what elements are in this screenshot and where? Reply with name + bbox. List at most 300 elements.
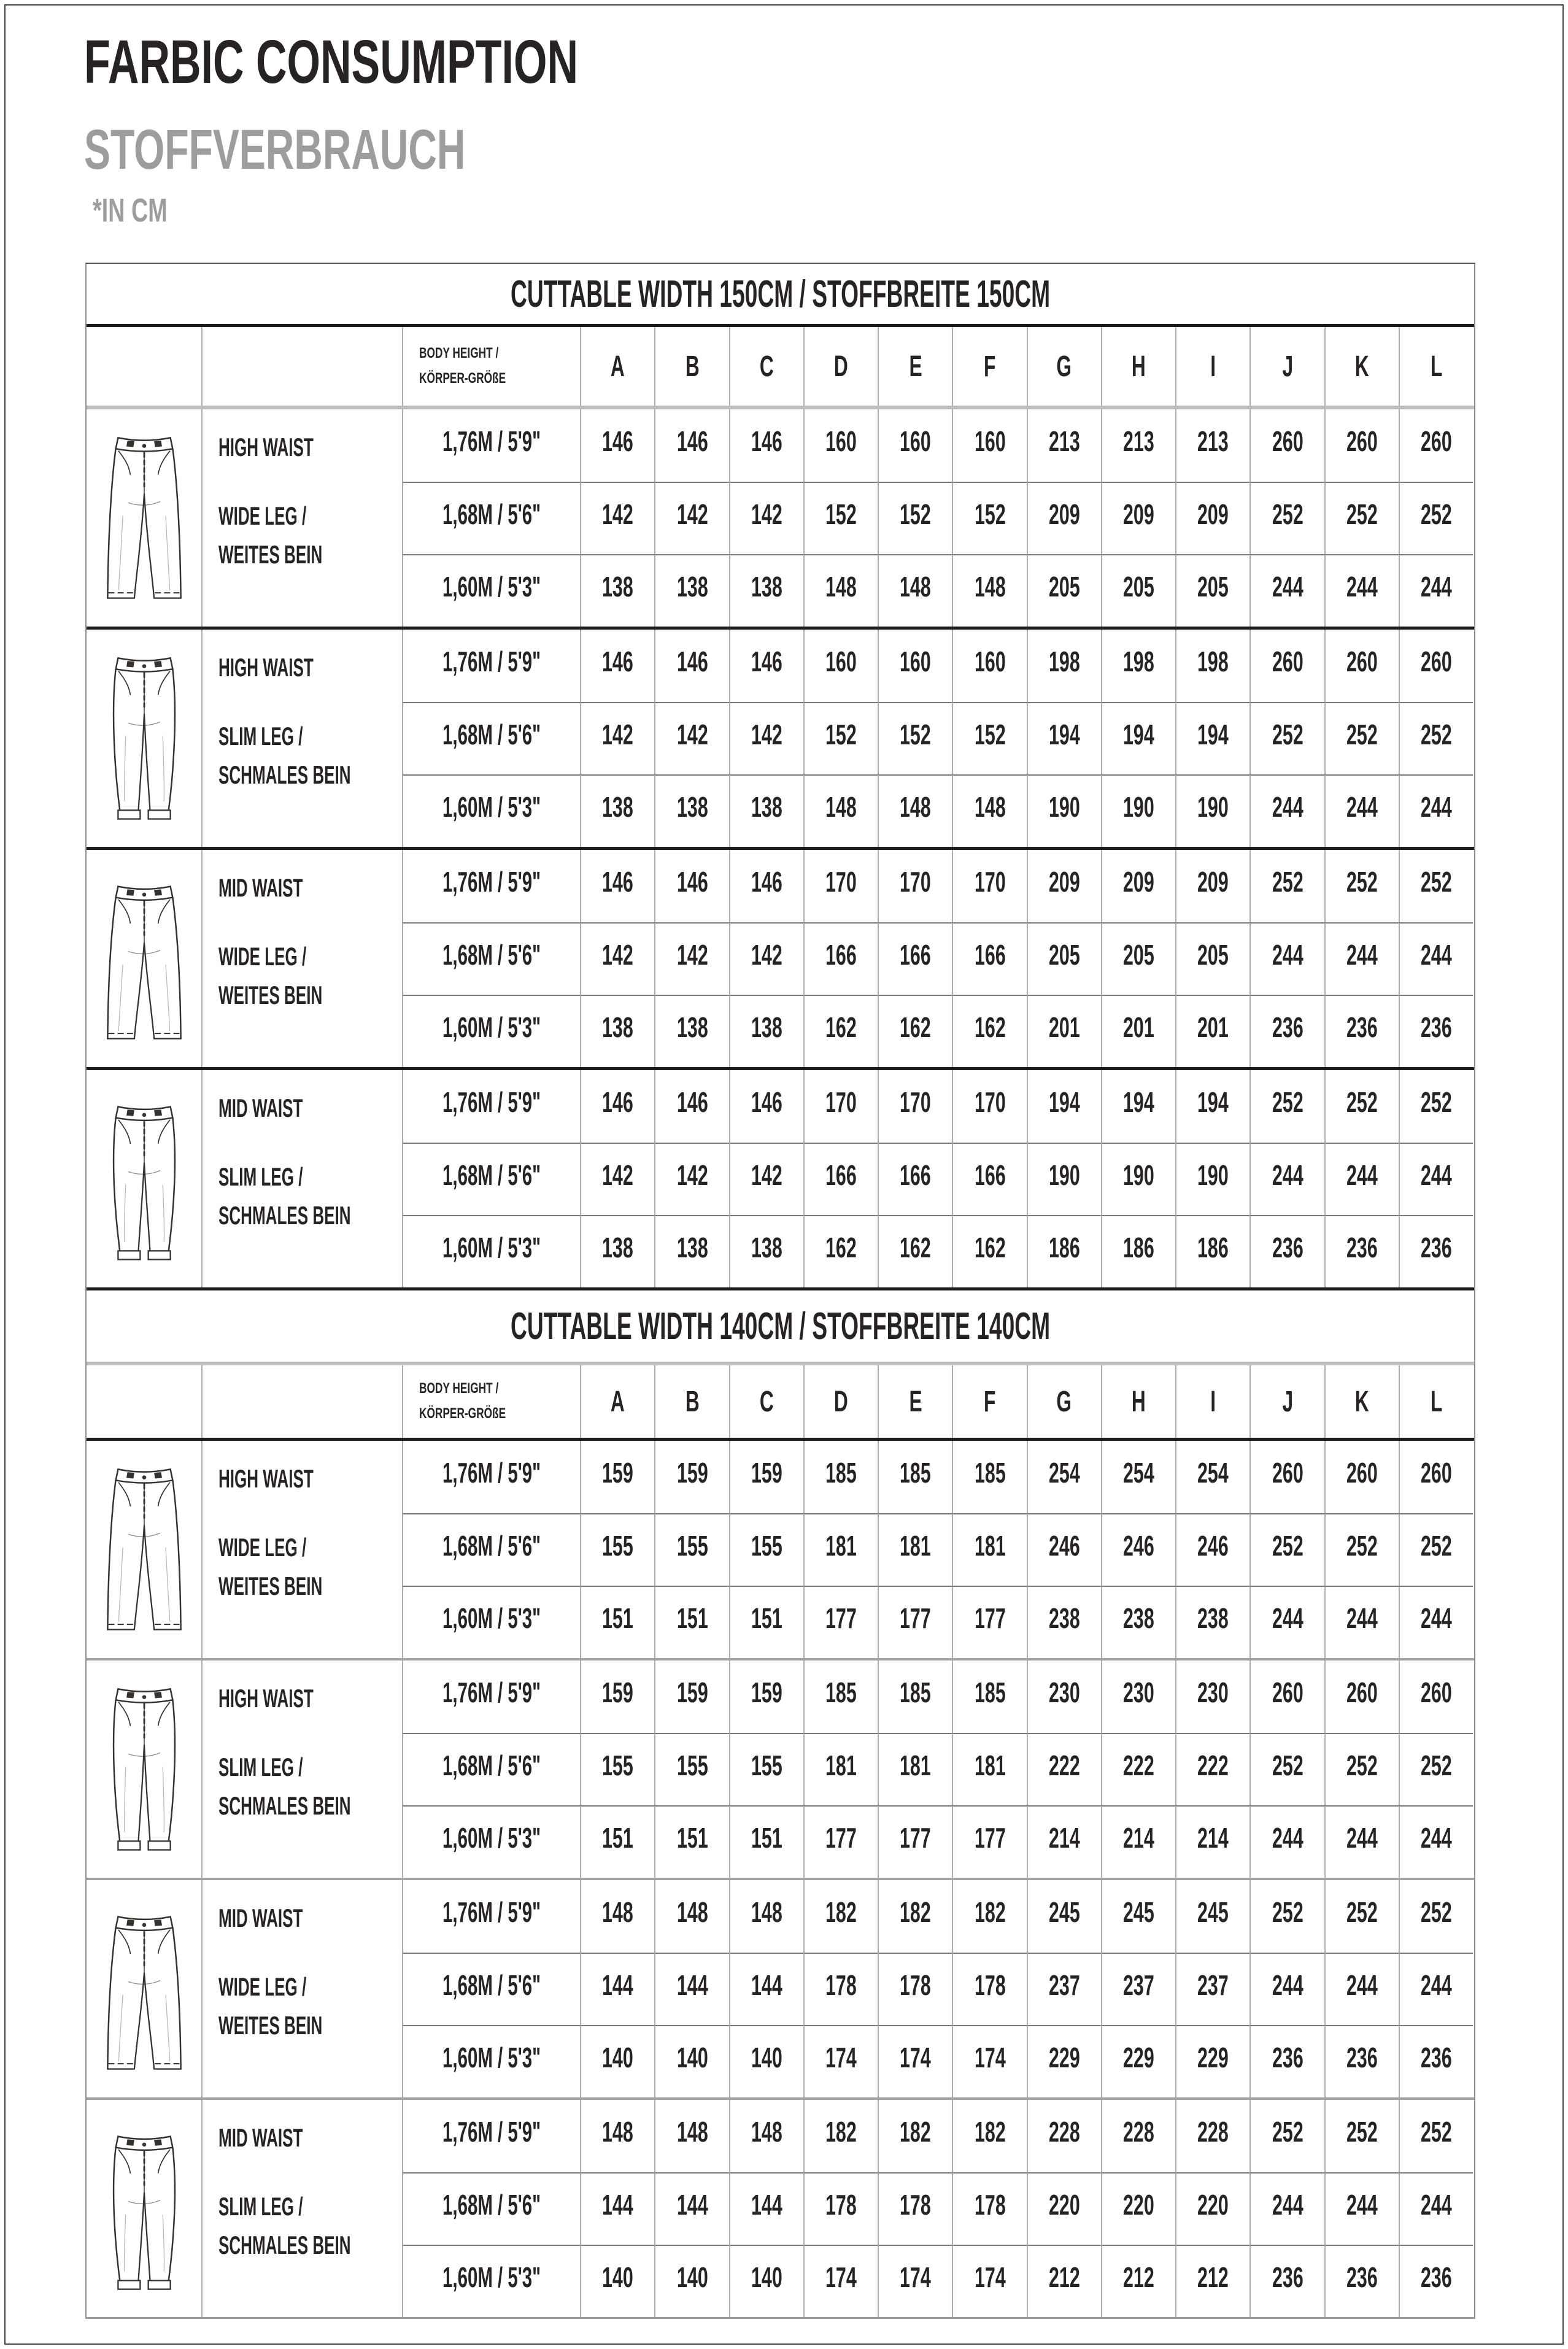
consumption-value-cell <box>1399 409 1473 482</box>
consumption-value-cell <box>803 1953 878 2025</box>
consumption-value: 151 <box>751 1602 782 1634</box>
leg-label-line <box>218 1748 432 1786</box>
consumption-value: 260 <box>1272 646 1303 677</box>
style-label-cell <box>201 850 402 1067</box>
pants-high-waist-slim-leg-icon <box>101 1660 188 1860</box>
consumption-value-cell <box>654 774 728 847</box>
consumption-value-cell <box>1175 2172 1249 2245</box>
consumption-value-cell <box>878 922 952 995</box>
body-height-value: 1,60M / 5'3" <box>442 2042 541 2073</box>
consumption-value-cell <box>1101 1733 1175 1805</box>
consumption-value-cell <box>1027 702 1101 774</box>
size-column-header <box>878 1365 952 1438</box>
size-column-label: J <box>1282 1385 1293 1418</box>
consumption-value: 209 <box>1048 498 1080 530</box>
consumption-value-cell <box>803 995 878 1067</box>
waist-label: MID WAIST <box>218 1094 303 1122</box>
consumption-value-cell <box>580 2025 654 2097</box>
consumption-value-cell <box>1027 922 1101 995</box>
body-height-cell <box>402 1441 580 1513</box>
pants-illustration-cell <box>87 1880 201 2097</box>
leg-label-wrap <box>218 1967 386 2045</box>
consumption-value-cell <box>729 2172 803 2245</box>
consumption-value-cell <box>729 702 803 774</box>
consumption-value-cell <box>729 554 803 627</box>
size-column-header <box>952 1365 1026 1438</box>
body-height-value: 1,68M / 5'6" <box>442 498 541 530</box>
consumption-value-cell <box>654 554 728 627</box>
consumption-value: 230 <box>1123 1676 1154 1708</box>
consumption-value-cell <box>1249 1215 1324 1287</box>
consumption-value: 138 <box>676 1232 708 1263</box>
body-height-cell <box>402 922 580 995</box>
size-column-header <box>729 327 803 406</box>
consumption-value: 194 <box>1123 1086 1154 1118</box>
size-column-label: I <box>1210 1385 1216 1418</box>
consumption-value-cell <box>1101 630 1175 702</box>
consumption-value: 244 <box>1421 1969 1452 2001</box>
consumption-value: 252 <box>1272 498 1303 530</box>
consumption-value-cell <box>878 850 952 922</box>
consumption-value: 252 <box>1272 1749 1303 1781</box>
consumption-value: 252 <box>1346 1896 1378 1928</box>
consumption-value-cell <box>1399 922 1473 995</box>
size-column-header <box>1249 327 1324 406</box>
consumption-value-cell <box>1175 1733 1249 1805</box>
style-block <box>87 2100 1474 2317</box>
leg-label-line <box>218 717 432 755</box>
empty-header-cell <box>87 327 201 406</box>
size-column-header <box>1027 1365 1101 1438</box>
consumption-value-cell <box>1399 2025 1473 2097</box>
consumption-value-cell <box>1399 554 1473 627</box>
consumption-value-cell <box>580 995 654 1067</box>
consumption-value-cell <box>1027 1513 1101 1586</box>
consumption-value-cell <box>1249 1070 1324 1143</box>
waist-label-wrap <box>218 2118 355 2157</box>
leg-label-line <box>218 937 386 976</box>
pants-high-waist-wide-leg-icon <box>101 1441 188 1640</box>
consumption-value: 146 <box>676 866 708 898</box>
consumption-value-cell <box>1175 1586 1249 1658</box>
consumption-value-cell <box>1175 1513 1249 1586</box>
consumption-value: 151 <box>602 1822 633 1854</box>
style-label-cell <box>201 630 402 847</box>
leg-label-line <box>218 535 386 574</box>
consumption-value-cell <box>803 2172 878 2245</box>
column-header-row <box>87 1365 1474 1441</box>
leg-label: WIDE LEG / <box>218 942 307 971</box>
consumption-value-cell <box>1027 1143 1101 1215</box>
body-height-cell <box>402 409 580 482</box>
leg-label: WIDE LEG / <box>218 1972 307 2001</box>
consumption-value: 244 <box>1421 1822 1452 1854</box>
body-height-cell <box>402 482 580 554</box>
consumption-value-cell <box>580 1660 654 1733</box>
size-column-header <box>654 1365 728 1438</box>
consumption-value-cell <box>878 1070 952 1143</box>
consumption-value: 138 <box>602 571 633 603</box>
consumption-value: 260 <box>1346 1676 1378 1708</box>
consumption-value-cell <box>878 1660 952 1733</box>
consumption-value-cell <box>1027 630 1101 702</box>
consumption-value-cell <box>878 482 952 554</box>
leg-label-line <box>218 1157 432 1196</box>
waist-label-wrap <box>218 868 355 907</box>
consumption-value-cell <box>1175 1215 1249 1287</box>
consumption-value-cell <box>1399 1805 1473 1878</box>
consumption-value-cell <box>878 1586 952 1658</box>
consumption-value: 252 <box>1421 1896 1452 1928</box>
consumption-value: 214 <box>1123 1822 1154 1854</box>
leg-label: WEITES BEIN <box>218 981 323 1009</box>
consumption-value: 252 <box>1421 498 1452 530</box>
consumption-value: 245 <box>1123 1896 1154 1928</box>
consumption-value: 162 <box>974 1011 1006 1043</box>
body-height-header-label: BODY HEIGHT / <box>419 1380 499 1397</box>
consumption-value: 140 <box>602 2261 633 2293</box>
size-column-header <box>1175 327 1249 406</box>
consumption-value-cell <box>1175 554 1249 627</box>
consumption-value: 213 <box>1123 425 1154 457</box>
consumption-value-cell <box>580 1880 654 1953</box>
consumption-value: 260 <box>1421 1457 1452 1489</box>
consumption-value: 252 <box>1272 1086 1303 1118</box>
consumption-value: 198 <box>1048 646 1080 677</box>
consumption-value-cell <box>952 409 1026 482</box>
consumption-value-cell <box>952 922 1026 995</box>
consumption-value-cell <box>654 1880 728 1953</box>
style-label-cell <box>201 1660 402 1878</box>
body-height-header-cell <box>402 1365 580 1438</box>
consumption-value: 140 <box>602 2042 633 2073</box>
consumption-value: 244 <box>1346 939 1378 971</box>
consumption-value-cell <box>878 774 952 847</box>
consumption-value: 236 <box>1272 2042 1303 2073</box>
size-column-header <box>1101 327 1175 406</box>
leg-label-line <box>218 1786 432 1825</box>
consumption-value: 170 <box>900 1086 931 1118</box>
consumption-value: 205 <box>1197 571 1229 603</box>
consumption-value-cell <box>1399 2172 1473 2245</box>
consumption-value: 182 <box>900 2116 931 2148</box>
consumption-value: 244 <box>1346 1602 1378 1634</box>
consumption-value-cell <box>654 409 728 482</box>
body-height-cell <box>402 554 580 627</box>
pants-illustration-cell <box>87 630 201 847</box>
consumption-value: 185 <box>974 1457 1006 1489</box>
waist-label: HIGH WAIST <box>218 653 314 682</box>
size-column-label: C <box>759 1385 774 1418</box>
consumption-value: 160 <box>974 425 1006 457</box>
consumption-value-cell <box>1399 2245 1473 2317</box>
body-height-value: 1,60M / 5'3" <box>442 1602 541 1634</box>
consumption-value: 170 <box>825 1086 857 1118</box>
consumption-value: 146 <box>676 646 708 677</box>
consumption-value: 190 <box>1197 791 1229 823</box>
consumption-value-cell <box>952 2245 1026 2317</box>
consumption-value-cell <box>1399 1660 1473 1733</box>
consumption-value: 205 <box>1048 939 1080 971</box>
consumption-value-cell <box>580 2100 654 2172</box>
consumption-value: 229 <box>1048 2042 1080 2073</box>
consumption-value: 181 <box>900 1530 931 1562</box>
consumption-value-cell <box>803 1805 878 1878</box>
size-column-label: D <box>833 350 848 383</box>
consumption-value-cell <box>1101 1215 1175 1287</box>
consumption-value: 142 <box>602 498 633 530</box>
consumption-value: 152 <box>825 719 857 750</box>
consumption-value: 146 <box>751 1086 782 1118</box>
consumption-value-cell <box>1249 409 1324 482</box>
consumption-value: 177 <box>825 1822 857 1854</box>
consumption-value-cell <box>1027 482 1101 554</box>
consumption-value: 148 <box>676 1896 708 1928</box>
consumption-value-cell <box>1249 1513 1324 1586</box>
pants-illustration-cell <box>87 1441 201 1658</box>
consumption-value-cell <box>1324 1805 1399 1878</box>
consumption-value: 236 <box>1421 1011 1452 1043</box>
consumption-value: 194 <box>1048 1086 1080 1118</box>
consumption-value-cell <box>654 702 728 774</box>
consumption-value: 238 <box>1048 1602 1080 1634</box>
consumption-value: 181 <box>900 1749 931 1781</box>
consumption-value-cell <box>1027 409 1101 482</box>
body-height-cell <box>402 995 580 1067</box>
consumption-value-cell <box>1249 995 1324 1067</box>
consumption-value-cell <box>580 1586 654 1658</box>
pants-high-waist-wide-leg-icon <box>101 409 188 609</box>
body-height-cell <box>402 2100 580 2172</box>
consumption-value: 138 <box>602 791 633 823</box>
consumption-value-cell <box>1399 850 1473 922</box>
consumption-value: 236 <box>1421 2042 1452 2073</box>
size-column-label: B <box>685 1385 700 1418</box>
consumption-value: 170 <box>825 866 857 898</box>
consumption-value: 194 <box>1123 719 1154 750</box>
consumption-value: 252 <box>1272 1896 1303 1928</box>
consumption-value: 260 <box>1421 646 1452 677</box>
consumption-value: 148 <box>751 2116 782 2148</box>
style-label-cell <box>201 1070 402 1287</box>
leg-label: SLIM LEG / <box>218 1753 303 1781</box>
leg-label-line <box>218 976 386 1014</box>
consumption-value-cell <box>729 1660 803 1733</box>
consumption-value: 214 <box>1197 1822 1229 1854</box>
consumption-value: 146 <box>751 866 782 898</box>
body-height-header-label: KÖRPER-GRÖßE <box>419 1405 506 1422</box>
consumption-value-cell <box>580 630 654 702</box>
consumption-value: 252 <box>1421 1530 1452 1562</box>
consumption-value-cell <box>1101 1660 1175 1733</box>
column-header-row <box>87 327 1474 409</box>
consumption-value-cell <box>1101 1441 1175 1513</box>
consumption-value: 170 <box>974 866 1006 898</box>
consumption-value: 142 <box>676 1159 708 1191</box>
consumption-value-cell <box>654 2100 728 2172</box>
consumption-value: 244 <box>1346 1159 1378 1191</box>
consumption-value-cell <box>729 2025 803 2097</box>
consumption-value: 244 <box>1346 791 1378 823</box>
consumption-value: 244 <box>1421 939 1452 971</box>
consumption-value: 186 <box>1197 1232 1229 1263</box>
leg-label: SCHMALES BEIN <box>218 2231 351 2259</box>
pants-illustration-cell <box>87 2100 201 2317</box>
consumption-value: 236 <box>1421 2261 1452 2293</box>
consumption-value: 140 <box>676 2261 708 2293</box>
body-height-value: 1,76M / 5'9" <box>442 1676 541 1708</box>
consumption-value-cell <box>1324 1586 1399 1658</box>
consumption-value: 190 <box>1123 1159 1154 1191</box>
consumption-value: 236 <box>1346 1232 1378 1263</box>
consumption-value-cell <box>1324 554 1399 627</box>
consumption-value-cell <box>803 1733 878 1805</box>
consumption-value-cell <box>952 702 1026 774</box>
leg-label-line <box>218 2187 432 2226</box>
consumption-value: 201 <box>1123 1011 1154 1043</box>
consumption-value: 166 <box>974 1159 1006 1191</box>
size-column-label: A <box>611 350 625 383</box>
consumption-value: 228 <box>1123 2116 1154 2148</box>
empty-header-cell <box>87 1365 201 1438</box>
leg-label-wrap <box>218 2187 432 2264</box>
consumption-value: 148 <box>751 1896 782 1928</box>
consumption-value-cell <box>1027 774 1101 847</box>
consumption-value-cell <box>654 1805 728 1878</box>
consumption-value-cell <box>1027 850 1101 922</box>
waist-label-wrap <box>218 648 372 687</box>
consumption-value-cell <box>1249 1733 1324 1805</box>
consumption-value-cell <box>1101 2245 1175 2317</box>
consumption-value: 146 <box>602 646 633 677</box>
consumption-value: 236 <box>1346 2042 1378 2073</box>
consumption-value-cell <box>1101 409 1175 482</box>
consumption-value: 155 <box>602 1749 633 1781</box>
consumption-value-cell <box>654 2245 728 2317</box>
size-column-label: F <box>984 1385 996 1418</box>
leg-label-wrap <box>218 496 386 574</box>
leg-label-line <box>218 1196 432 1235</box>
leg-label-line <box>218 2006 386 2045</box>
leg-label-wrap <box>218 717 432 794</box>
consumption-value-cell <box>654 2172 728 2245</box>
consumption-value-cell <box>1249 1586 1324 1658</box>
size-column-header <box>1324 1365 1399 1438</box>
consumption-value-cell <box>803 774 878 847</box>
consumption-value-cell <box>952 1880 1026 1953</box>
consumption-value-cell <box>878 409 952 482</box>
consumption-value: 144 <box>751 1969 782 2001</box>
consumption-value-cell <box>1399 1070 1473 1143</box>
consumption-value: 198 <box>1123 646 1154 677</box>
consumption-value-cell <box>1101 1880 1175 1953</box>
consumption-value: 244 <box>1346 1969 1378 2001</box>
consumption-value: 142 <box>602 719 633 750</box>
consumption-value-cell <box>1249 554 1324 627</box>
size-column-label: K <box>1354 350 1369 383</box>
consumption-value: 252 <box>1272 866 1303 898</box>
pants-mid-waist-slim-leg-icon <box>101 1070 188 1270</box>
consumption-value: 244 <box>1272 1822 1303 1854</box>
consumption-value: 212 <box>1123 2261 1154 2293</box>
consumption-value-cell <box>580 1953 654 2025</box>
consumption-value-cell <box>878 2245 952 2317</box>
leg-label-line <box>218 2226 432 2264</box>
consumption-value: 244 <box>1346 571 1378 603</box>
leg-label: WEITES BEIN <box>218 540 323 569</box>
consumption-value: 246 <box>1197 1530 1229 1562</box>
consumption-value: 229 <box>1123 2042 1154 2073</box>
consumption-value: 244 <box>1421 1602 1452 1634</box>
body-height-cell <box>402 1880 580 1953</box>
consumption-value: 214 <box>1048 1822 1080 1854</box>
consumption-value: 190 <box>1197 1159 1229 1191</box>
consumption-value-cell <box>803 702 878 774</box>
body-height-value: 1,68M / 5'6" <box>442 1969 541 2001</box>
waist-label-wrap <box>218 1679 372 1718</box>
consumption-value-cell <box>803 2025 878 2097</box>
consumption-value: 177 <box>900 1822 931 1854</box>
consumption-value: 236 <box>1346 1011 1378 1043</box>
consumption-value-cell <box>1027 1586 1101 1658</box>
consumption-value-cell <box>1324 1880 1399 1953</box>
consumption-value: 142 <box>751 939 782 971</box>
consumption-value: 201 <box>1197 1011 1229 1043</box>
body-height-cell <box>402 2025 580 2097</box>
consumption-value-cell <box>803 1215 878 1287</box>
consumption-value: 252 <box>1346 1749 1378 1781</box>
body-height-cell <box>402 1070 580 1143</box>
consumption-value: 205 <box>1048 571 1080 603</box>
size-column-header <box>878 327 952 406</box>
consumption-value: 146 <box>676 1086 708 1118</box>
consumption-value: 160 <box>825 425 857 457</box>
consumption-value: 185 <box>974 1676 1006 1708</box>
consumption-value-cell <box>1324 1215 1399 1287</box>
consumption-value-cell <box>1175 1805 1249 1878</box>
size-column-header <box>654 327 728 406</box>
leg-label-line <box>218 1567 386 1605</box>
consumption-value: 162 <box>825 1232 857 1263</box>
consumption-value-cell <box>1027 2172 1101 2245</box>
consumption-value-cell <box>1399 1586 1473 1658</box>
consumption-value-cell <box>1027 1441 1101 1513</box>
leg-label-wrap <box>218 1528 386 1605</box>
consumption-value: 252 <box>1421 866 1452 898</box>
consumption-value: 181 <box>825 1749 857 1781</box>
consumption-value-cell <box>580 482 654 554</box>
consumption-value-cell <box>580 1143 654 1215</box>
body-height-value: 1,68M / 5'6" <box>442 939 541 971</box>
consumption-value: 245 <box>1048 1896 1080 1928</box>
consumption-value-cell <box>654 922 728 995</box>
consumption-value: 166 <box>825 1159 857 1191</box>
consumption-value: 254 <box>1123 1457 1154 1489</box>
leg-label-line <box>218 496 386 535</box>
consumption-value-cell <box>654 2025 728 2097</box>
consumption-value-cell <box>1101 995 1175 1067</box>
consumption-value-cell <box>1399 1441 1473 1513</box>
consumption-value-cell <box>952 1586 1026 1658</box>
pants-illustration-cell <box>87 850 201 1067</box>
consumption-value: 222 <box>1123 1749 1154 1781</box>
consumption-value: 182 <box>825 2116 857 2148</box>
consumption-value-cell <box>1175 2245 1249 2317</box>
consumption-value-cell <box>1324 922 1399 995</box>
consumption-value-cell <box>803 1441 878 1513</box>
consumption-value-cell <box>654 850 728 922</box>
consumption-value-cell <box>1175 774 1249 847</box>
